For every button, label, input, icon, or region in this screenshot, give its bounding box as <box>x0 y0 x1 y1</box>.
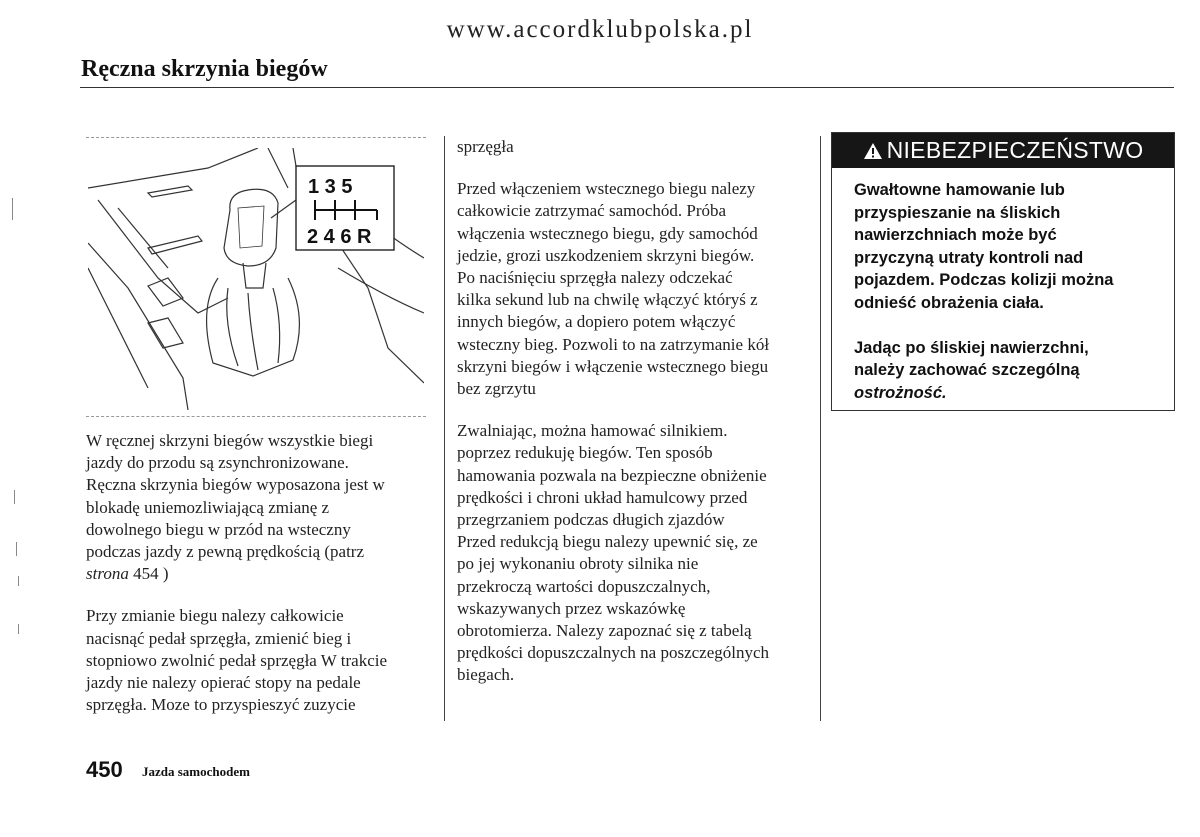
column1-paragraph: Przy zmianie biegu nalezy całkowicie nacisnąć pedał sprzęgła, zmienić bieg i stopniowo zwolnić pedał sprzęgła W trakcie jazdy nie nalezy opierać stopy na pedale sprzęgła. Moze to przyspieszyć zuzycie <box>86 606 388 715</box>
column1-body <box>86 430 421 716</box>
gear-top-labels: 1 3 5 <box>308 176 353 198</box>
warning-triangle-icon <box>863 142 883 160</box>
margin-mark <box>14 490 15 504</box>
danger-warning-box <box>831 132 1175 411</box>
warning-text <box>854 179 1164 404</box>
page-number: 450 <box>86 757 123 782</box>
column2-body <box>457 136 807 687</box>
section-title: Ręczna skrzynia biegów <box>81 56 328 82</box>
warning-paragraph: Gwałtowne hamowanie lub przyspieszanie na śliskich nawierzchniach może być przyczyną utraty kontroli nad pojazdem. Podczas kolizji można odnieść obrażenia ciała. <box>854 181 1114 312</box>
page-reference-word: strona <box>86 564 129 584</box>
warning-title: NIEBEZPIECZEŃSTWO <box>886 137 1144 163</box>
warning-emphasis: ostrożność. <box>854 383 947 402</box>
column2-paragraph: Przed włączeniem wstecznego biegu nalezy całkowicie zatrzymać samochód. Próba włączenia wstecznego biegu, gdy samochód jedzie, grozi uszkodzeniem skrzyni biegów. Po naciśnięciu sprzęgła nalezy odczekać kilka sekund lub na chwilę włączyć któryś z innych biegów, a dopiero potem włączyć wsteczny bieg. Pozwoli to na zatrzymanie kół skrzyni biegów i włączenie wstecznego biegu bez zgrzytu <box>457 179 770 399</box>
site-url: www.accordklubpolska.pl <box>446 16 754 43</box>
warning-paragraph: Jadąc po śliskiej nawierzchni, należy zachować szczególną ostrożność. <box>854 338 1089 402</box>
page-reference: 454 ) <box>133 564 169 584</box>
header-rule <box>80 87 1174 88</box>
gear-shifter-illustration <box>88 148 424 410</box>
column-divider <box>444 136 445 721</box>
column2-paragraph: Zwalniając, można hamować silnikiem. poprzez redukuję biegów. Ten sposób hamowania pozwala na bezpieczne obniżenie prędkości i chroni układ hamulcowy przed przegrzaniem podczas długich zjazdów Przed redukcją biegu nalezy upewnić się, ze po jej wykonaniu obroty silnika nie przekroczą wartości dopuszczalnych, wskazywanych przez wskazówkę obrotomierza. Nalezy zapoznać się z tabelą prędkości dopuszczalnych na poszczególnych biegach. <box>457 421 770 685</box>
margin-mark <box>12 198 13 220</box>
margin-mark <box>16 542 17 556</box>
column1-paragraph: W ręcznej skrzyni biegów wszystkie biegi jazdy do przodu są zsynchronizowane. Ręczna skrzynia biegów wyposazona jest w blokadę uniemozliwiającą zmianę z dowolnego biegu w przód na wsteczny podczas jazdy z pewną prędkością (patrz strona 454 ) <box>86 431 385 584</box>
figure-bottom-border <box>86 416 426 417</box>
page-chapter-label: Jazda samochodem <box>142 764 250 779</box>
margin-mark <box>18 576 19 586</box>
figure-top-border <box>86 137 426 138</box>
gear-bottom-labels: 2 4 6 R <box>307 226 372 248</box>
column2-continuation: sprzęgła <box>457 137 514 156</box>
warning-header <box>832 133 1174 168</box>
margin-mark <box>18 624 19 634</box>
column-divider <box>820 136 821 721</box>
